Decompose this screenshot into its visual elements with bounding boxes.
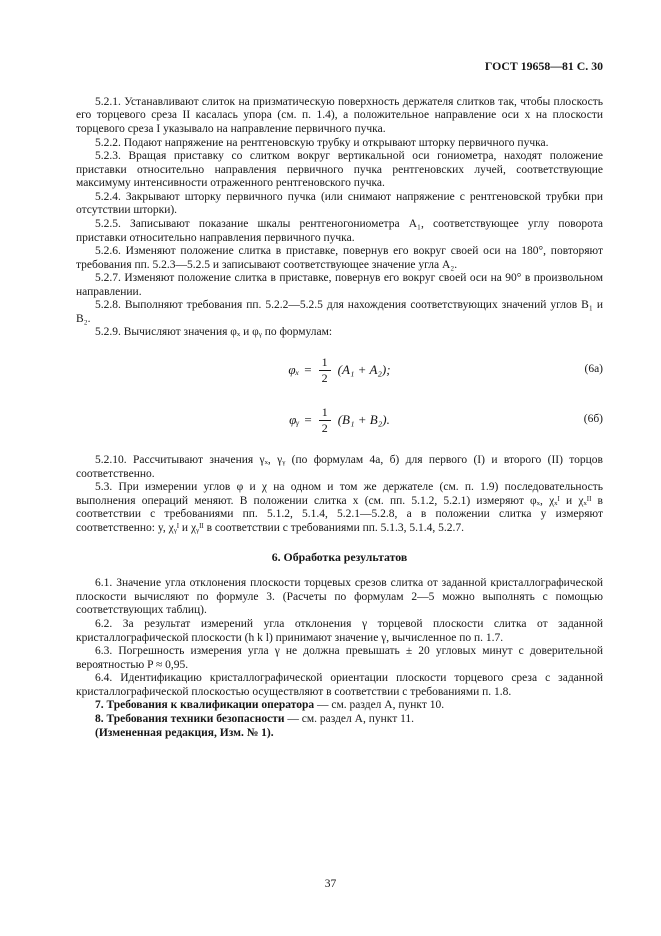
paragraph-5-2-1: 5.2.1. Устанавливают слиток на призматическую поверхность держателя слитков так, чтобы плоскость его торцевого среза II касалась упора (см. п. 1.4), а положительное направление оси x на плоскости торцевого среза I указывало на направление первичного пучка. bbox=[76, 95, 603, 136]
equals-sign: = bbox=[304, 412, 312, 428]
paragraph-8 bbox=[76, 713, 603, 727]
paragraph-7 bbox=[76, 699, 603, 713]
paragraph-5-2-10: 5.2.10. Рассчитывают значения γₓ, γᵧ (по формулам 4а, б) для первого (I) и второго (II) торцов соответственно. bbox=[76, 454, 603, 480]
paragraph-5-2-5: 5.2.5. Записывают показание шкалы рентгеногониометра A₁, соответствующее углу поворота приставки относительно направления первичного пучка. bbox=[76, 217, 603, 244]
fraction-numerator: 1 bbox=[319, 406, 331, 421]
paragraph-5-2-7: 5.2.7. Изменяют положение слитка в приставке, повернув его вокруг своей оси на 90° в произвольном направлении. bbox=[76, 272, 603, 298]
formula-6b-rhs: (B₁ + B₂). bbox=[337, 412, 390, 428]
fraction-one-half bbox=[319, 356, 331, 384]
formula-6b-expression bbox=[289, 406, 390, 434]
fraction-numerator: 1 bbox=[319, 356, 331, 371]
paragraph-6-1: 6.1. Значение угла отклонения плоскости торцевых срезов слитка от заданной кристаллографической плоскости вычисляют по формуле 3. (Расчеты по формулам 2—5 можно выполнять с помощью соответствующих таблиц). bbox=[76, 577, 603, 617]
page-number: 37 bbox=[324, 878, 337, 891]
paragraph-5-2-9: 5.2.9. Вычисляют значения φₓ и φᵧ по формулам: bbox=[95, 326, 333, 339]
formula-6b-number: (6б) bbox=[583, 413, 603, 426]
document-body bbox=[76, 96, 603, 740]
paragraph-5-2-2: 5.2.2. Подают напряжение на рентгеновскую трубку и открывают шторку первичного пучка. bbox=[95, 136, 549, 149]
paragraph-6-4: 6.4. Идентификацию кристаллографической ориентации плоскости торцевого среза с заданной кристаллографической плоскостью осуществляют в соответствии с требованиями п. 1.8. bbox=[76, 672, 603, 698]
section-6-heading: 6. Обработка результатов bbox=[271, 550, 408, 565]
paragraph-5-3: 5.3. При измерении углов φ и χ на одном и том же держателе (см. п. 1.9) последовательность выполнения операций меняют. В положении слитка x (см. пп. 5.1.2, 5.2.1) измеряют φₓ, χₓᴵ и χₓᴵᴵ в соответствии с требованиями пп. 5.1.2, 5.1.4, 5.2.1—5.2.8, а в положении слитка y измеряют соответственно: y, χᵧᴵ и χᵧᴵᴵ в соответствии с требованиями пп. 5.1.3, 5.1.4, 5.2.7. bbox=[76, 481, 603, 534]
formula-6a-number: (6а) bbox=[584, 363, 603, 376]
formula-6b bbox=[76, 404, 603, 436]
paragraph-6-3: 6.3. Погрешность измерения угла γ не должна превышать ± 20 угловых минут с доверительной вероятностью P ≈ 0,95. bbox=[76, 645, 603, 671]
formula-6a-expression bbox=[288, 356, 390, 384]
formula-6a-rhs: (A₁ + A₂); bbox=[337, 362, 391, 378]
paragraph-6-2: 6.2. За результат измерений угла отклонения γ торцевой плоскости слитка от заданной кристаллографической плоскости (h k l) принимают значение γ, вычисленное по п. 1.7. bbox=[76, 618, 603, 644]
formula-6a bbox=[76, 354, 603, 386]
fraction-denominator: 2 bbox=[321, 370, 328, 385]
paragraph-7-title: 7. Требования к квалификации оператора bbox=[95, 699, 315, 712]
equals-sign: = bbox=[304, 362, 312, 378]
paragraph-5-2-4: 5.2.4. Закрывают шторку первичного пучка (или снимают напряжение с рентгеновской трубки при отсутствии шторки). bbox=[76, 190, 603, 217]
paragraph-5-2-8: 5.2.8. Выполняют требования пп. 5.2.2—5.2.5 для нахождения соответствующих значений углов B₁ и B₂. bbox=[76, 299, 603, 325]
formula-6a-lhs: φₓ bbox=[288, 362, 300, 378]
fraction-one-half bbox=[319, 406, 331, 434]
paragraph-8-title: 8. Требования техники безопасности bbox=[95, 712, 285, 725]
paragraph-5-2-6: 5.2.6. Изменяют положение слитка в приставке, повернув его вокруг своей оси на 180°, повторяют требования пп. 5.2.3—5.2.5 и записывают соответствующее значение угла A₂. bbox=[76, 245, 603, 271]
formula-6b-lhs: φᵧ bbox=[289, 412, 300, 428]
paragraph-7-reference: — см. раздел А, пункт 10. bbox=[314, 699, 445, 712]
document-header-ref: ГОСТ 19658—81 С. 30 bbox=[484, 59, 603, 73]
paragraph-8-reference: — см. раздел А, пункт 11. bbox=[284, 712, 415, 725]
paragraph-5-2-3: 5.2.3. Вращая приставку со слитком вокруг вертикальной оси гониометра, находят положение приставки относительно направления первичного пучка рентгеновских лучей, соответствующие максимуму интенсивности отраженного рентгеновского пучка. bbox=[76, 150, 603, 190]
amendment-note: (Измененная редакция, Изм. № 1). bbox=[95, 726, 274, 739]
fraction-denominator: 2 bbox=[321, 420, 328, 435]
